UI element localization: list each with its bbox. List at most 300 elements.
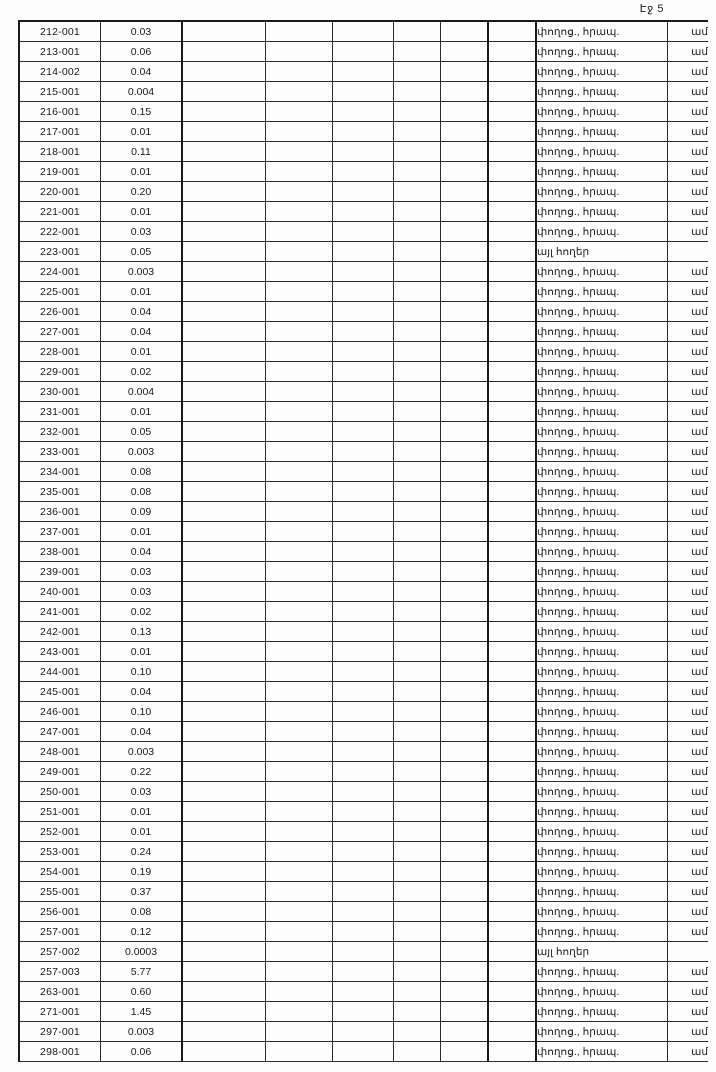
cell-margin-note: ամ (668, 442, 709, 462)
cell-blank-3 (333, 542, 394, 562)
cell-blank-1 (182, 562, 266, 582)
cell-blank-4 (394, 62, 441, 82)
cell-blank-5 (441, 942, 489, 962)
cell-blank-3 (333, 402, 394, 422)
cell-land-type: փողոց., հրապ. (536, 82, 668, 102)
table-row (19, 422, 708, 442)
cell-blank-4 (394, 282, 441, 302)
cell-parcel-code: 263-001 (19, 982, 101, 1002)
cell-area-value: 0.37 (101, 882, 183, 902)
cell-blank-1 (182, 722, 266, 742)
cell-blank-1 (182, 242, 266, 262)
table-row (19, 322, 708, 342)
cell-parcel-code: 227-001 (19, 322, 101, 342)
cell-blank-1 (182, 82, 266, 102)
cell-blank-1 (182, 742, 266, 762)
cell-blank-2 (266, 202, 333, 222)
cell-land-type: փողոց., հրապ. (536, 382, 668, 402)
cell-margin-note: ամ (668, 422, 709, 442)
cell-blank-5 (441, 162, 489, 182)
cell-margin-note: ամ (668, 462, 709, 482)
cell-margin-note: ամ (668, 302, 709, 322)
cell-blank-2 (266, 382, 333, 402)
cell-area-value: 0.04 (101, 62, 183, 82)
cell-blank-6 (488, 262, 536, 282)
table-row (19, 622, 708, 642)
cell-blank-3 (333, 62, 394, 82)
cell-blank-1 (182, 922, 266, 942)
table-row (19, 522, 708, 542)
table-row (19, 942, 708, 962)
cell-parcel-code: 257-001 (19, 922, 101, 942)
cell-blank-4 (394, 402, 441, 422)
cell-land-type: փողոց., հրապ. (536, 362, 668, 382)
table-row (19, 762, 708, 782)
cell-blank-1 (182, 102, 266, 122)
cell-area-value: 0.09 (101, 502, 183, 522)
cell-land-type: փողոց., հրապ. (536, 742, 668, 762)
cell-parcel-code: 220-001 (19, 182, 101, 202)
cell-margin-note: ամ (668, 62, 709, 82)
table-row (19, 882, 708, 902)
cell-land-type: փողոց., հրապ. (536, 802, 668, 822)
cell-area-value: 0.01 (101, 342, 183, 362)
cell-blank-2 (266, 662, 333, 682)
cell-blank-4 (394, 882, 441, 902)
cell-area-value: 0.19 (101, 862, 183, 882)
cell-blank-5 (441, 422, 489, 442)
cell-blank-1 (182, 842, 266, 862)
cell-blank-2 (266, 402, 333, 422)
cell-parcel-code: 224-001 (19, 262, 101, 282)
cell-blank-3 (333, 622, 394, 642)
cell-land-type: փողոց., հրապ. (536, 202, 668, 222)
cell-blank-1 (182, 762, 266, 782)
cell-blank-5 (441, 222, 489, 242)
cell-margin-note: ամ (668, 362, 709, 382)
cell-margin-note: ամ (668, 502, 709, 522)
cell-blank-4 (394, 1002, 441, 1022)
cell-land-type: փողոց., հրապ. (536, 502, 668, 522)
cell-blank-1 (182, 422, 266, 442)
cell-parcel-code: 216-001 (19, 102, 101, 122)
cell-margin-note: ամ (668, 802, 709, 822)
cell-land-type: փողոց., հրապ. (536, 182, 668, 202)
cell-area-value: 0.10 (101, 662, 183, 682)
cell-blank-5 (441, 102, 489, 122)
cell-margin-note: ամ (668, 21, 709, 42)
cell-land-type: փողոց., հրապ. (536, 1022, 668, 1042)
cell-area-value: 0.004 (101, 82, 183, 102)
cell-blank-4 (394, 1022, 441, 1042)
cell-area-value: 0.003 (101, 442, 183, 462)
cell-land-type: փողոց., հրապ. (536, 662, 668, 682)
cell-area-value: 0.15 (101, 102, 183, 122)
table-row (19, 702, 708, 722)
cell-blank-5 (441, 1022, 489, 1042)
cell-blank-2 (266, 722, 333, 742)
cell-area-value: 0.02 (101, 362, 183, 382)
cell-blank-6 (488, 482, 536, 502)
cell-blank-2 (266, 522, 333, 542)
cell-blank-5 (441, 21, 489, 42)
cell-blank-5 (441, 822, 489, 842)
cell-parcel-code: 249-001 (19, 762, 101, 782)
cell-parcel-code: 297-001 (19, 1022, 101, 1042)
cell-blank-4 (394, 242, 441, 262)
cell-blank-3 (333, 942, 394, 962)
cell-blank-3 (333, 782, 394, 802)
cell-blank-1 (182, 902, 266, 922)
cell-blank-5 (441, 502, 489, 522)
cell-parcel-code: 213-001 (19, 42, 101, 62)
cell-land-type: փողոց., հրապ. (536, 702, 668, 722)
cell-margin-note: ամ (668, 82, 709, 102)
cell-land-type: փողոց., հրապ. (536, 302, 668, 322)
cell-blank-6 (488, 82, 536, 102)
cell-land-type: այլ հողեր (536, 942, 668, 962)
cell-land-type: փողոց., հրապ. (536, 462, 668, 482)
cell-blank-6 (488, 402, 536, 422)
cell-blank-3 (333, 842, 394, 862)
cell-blank-4 (394, 682, 441, 702)
cell-blank-2 (266, 562, 333, 582)
cell-blank-5 (441, 1042, 489, 1062)
cell-margin-note: ամ (668, 762, 709, 782)
cell-area-value: 0.02 (101, 602, 183, 622)
cell-blank-2 (266, 682, 333, 702)
cell-area-value: 1.45 (101, 1002, 183, 1022)
cell-area-value: 0.04 (101, 542, 183, 562)
table-body (19, 21, 708, 1062)
cell-parcel-code: 257-002 (19, 942, 101, 962)
cell-area-value: 0.08 (101, 902, 183, 922)
cell-blank-3 (333, 682, 394, 702)
table-row (19, 342, 708, 362)
cell-land-type: փողոց., հրապ. (536, 1002, 668, 1022)
cell-area-value: 0.11 (101, 142, 183, 162)
cell-blank-5 (441, 462, 489, 482)
cell-land-type: փողոց., հրապ. (536, 482, 668, 502)
cell-parcel-code: 253-001 (19, 842, 101, 862)
cell-blank-4 (394, 1042, 441, 1062)
cell-blank-5 (441, 122, 489, 142)
cell-blank-6 (488, 21, 536, 42)
cell-area-value: 0.03 (101, 21, 183, 42)
cell-blank-1 (182, 522, 266, 542)
cell-blank-3 (333, 982, 394, 1002)
cell-blank-6 (488, 982, 536, 1002)
table-row (19, 202, 708, 222)
cell-blank-2 (266, 21, 333, 42)
cell-parcel-code: 245-001 (19, 682, 101, 702)
cell-blank-4 (394, 842, 441, 862)
cell-blank-2 (266, 342, 333, 362)
cell-blank-6 (488, 302, 536, 322)
cell-area-value: 0.12 (101, 922, 183, 942)
cell-blank-6 (488, 722, 536, 742)
cell-blank-6 (488, 822, 536, 842)
cell-blank-5 (441, 922, 489, 942)
cell-blank-5 (441, 442, 489, 462)
cell-area-value: 0.04 (101, 722, 183, 742)
cell-area-value: 0.06 (101, 42, 183, 62)
cell-blank-1 (182, 662, 266, 682)
cell-blank-3 (333, 1002, 394, 1022)
cell-blank-1 (182, 222, 266, 242)
cell-blank-5 (441, 242, 489, 262)
cell-blank-2 (266, 222, 333, 242)
cell-blank-2 (266, 322, 333, 342)
cell-land-type: փողոց., հրապ. (536, 542, 668, 562)
cell-blank-1 (182, 402, 266, 422)
cell-blank-6 (488, 122, 536, 142)
cell-blank-3 (333, 662, 394, 682)
cell-land-type: այլ հողեր (536, 242, 668, 262)
cell-blank-5 (441, 282, 489, 302)
cell-margin-note: ամ (668, 382, 709, 402)
cell-blank-5 (441, 682, 489, 702)
cell-parcel-code: 237-001 (19, 522, 101, 542)
table-row (19, 122, 708, 142)
cell-blank-1 (182, 442, 266, 462)
cell-blank-4 (394, 182, 441, 202)
cell-land-type: փողոց., հրապ. (536, 342, 668, 362)
cell-margin-note: ամ (668, 262, 709, 282)
cell-blank-5 (441, 362, 489, 382)
table-row (19, 922, 708, 942)
cell-blank-1 (182, 342, 266, 362)
cell-blank-4 (394, 502, 441, 522)
cell-land-type: փողոց., հրապ. (536, 62, 668, 82)
cell-blank-4 (394, 822, 441, 842)
cell-land-type: փողոց., հրապ. (536, 442, 668, 462)
cell-margin-note: ամ (668, 882, 709, 902)
cell-blank-3 (333, 1042, 394, 1062)
cell-blank-3 (333, 21, 394, 42)
cell-blank-3 (333, 182, 394, 202)
cell-blank-6 (488, 1042, 536, 1062)
cell-blank-6 (488, 742, 536, 762)
cell-blank-5 (441, 782, 489, 802)
cell-blank-4 (394, 422, 441, 442)
cell-parcel-code: 256-001 (19, 902, 101, 922)
cell-parcel-code: 233-001 (19, 442, 101, 462)
table-row (19, 862, 708, 882)
cell-blank-1 (182, 122, 266, 142)
cell-land-type: փողոց., հրապ. (536, 842, 668, 862)
cell-parcel-code: 218-001 (19, 142, 101, 162)
cell-blank-2 (266, 282, 333, 302)
cell-blank-4 (394, 102, 441, 122)
table-row (19, 502, 708, 522)
cell-blank-4 (394, 902, 441, 922)
cell-area-value: 0.24 (101, 842, 183, 862)
cell-blank-1 (182, 822, 266, 842)
cell-blank-6 (488, 962, 536, 982)
cell-land-type: փողոց., հրապ. (536, 102, 668, 122)
cell-land-type: փողոց., հրապ. (536, 682, 668, 702)
cell-blank-3 (333, 862, 394, 882)
cell-parcel-code: 232-001 (19, 422, 101, 442)
cell-area-value: 0.01 (101, 802, 183, 822)
cell-parcel-code: 244-001 (19, 662, 101, 682)
cell-area-value: 0.003 (101, 262, 183, 282)
cell-land-type: փողոց., հրապ. (536, 642, 668, 662)
cell-margin-note: ամ (668, 202, 709, 222)
table-row (19, 482, 708, 502)
cell-blank-3 (333, 582, 394, 602)
cell-blank-2 (266, 942, 333, 962)
cell-blank-3 (333, 762, 394, 782)
cell-blank-3 (333, 82, 394, 102)
cell-blank-3 (333, 522, 394, 542)
cell-parcel-code: 243-001 (19, 642, 101, 662)
cell-blank-3 (333, 562, 394, 582)
cell-blank-1 (182, 482, 266, 502)
cell-blank-2 (266, 362, 333, 382)
cell-blank-2 (266, 302, 333, 322)
cell-blank-3 (333, 902, 394, 922)
cell-margin-note (668, 942, 709, 962)
cell-land-type: փողոց., հրապ. (536, 962, 668, 982)
cell-blank-1 (182, 962, 266, 982)
cell-blank-3 (333, 382, 394, 402)
cell-blank-6 (488, 542, 536, 562)
table-row (19, 722, 708, 742)
cell-margin-note: ամ (668, 482, 709, 502)
cell-land-type: փողոց., հրապ. (536, 262, 668, 282)
cell-blank-5 (441, 722, 489, 742)
cell-blank-2 (266, 162, 333, 182)
cell-margin-note: ամ (668, 122, 709, 142)
cell-blank-4 (394, 442, 441, 462)
cell-margin-note: ամ (668, 642, 709, 662)
cell-parcel-code: 241-001 (19, 602, 101, 622)
cell-blank-2 (266, 862, 333, 882)
cell-blank-4 (394, 162, 441, 182)
cell-blank-6 (488, 782, 536, 802)
cell-blank-1 (182, 182, 266, 202)
cell-area-value: 0.06 (101, 1042, 183, 1062)
cell-land-type: փողոց., հրապ. (536, 602, 668, 622)
cell-land-type: փողոց., հրապ. (536, 522, 668, 542)
cell-blank-3 (333, 442, 394, 462)
cell-blank-3 (333, 722, 394, 742)
cell-margin-note: ամ (668, 982, 709, 1002)
cell-blank-6 (488, 582, 536, 602)
cell-area-value: 0.08 (101, 462, 183, 482)
table-row (19, 1022, 708, 1042)
table-row (19, 21, 708, 42)
cell-blank-5 (441, 482, 489, 502)
cell-blank-5 (441, 702, 489, 722)
table-row (19, 302, 708, 322)
cell-blank-6 (488, 242, 536, 262)
cell-land-type: փողոց., հրապ. (536, 822, 668, 842)
cell-blank-2 (266, 602, 333, 622)
cell-blank-2 (266, 262, 333, 282)
cell-blank-2 (266, 542, 333, 562)
cell-blank-6 (488, 342, 536, 362)
cell-parcel-code: 222-001 (19, 222, 101, 242)
cell-blank-1 (182, 642, 266, 662)
table-row (19, 742, 708, 762)
cell-blank-4 (394, 122, 441, 142)
cell-parcel-code: 225-001 (19, 282, 101, 302)
cell-blank-3 (333, 742, 394, 762)
cell-blank-4 (394, 142, 441, 162)
cell-blank-6 (488, 362, 536, 382)
cell-blank-6 (488, 862, 536, 882)
cell-area-value: 0.05 (101, 422, 183, 442)
cell-blank-2 (266, 42, 333, 62)
cell-parcel-code: 226-001 (19, 302, 101, 322)
cell-area-value: 0.01 (101, 402, 183, 422)
cell-blank-1 (182, 602, 266, 622)
cell-blank-1 (182, 382, 266, 402)
cell-blank-2 (266, 482, 333, 502)
cell-blank-5 (441, 142, 489, 162)
cell-blank-1 (182, 502, 266, 522)
cell-margin-note: ամ (668, 162, 709, 182)
cell-land-type: փողոց., հրապ. (536, 562, 668, 582)
table-row (19, 222, 708, 242)
page-number-label: Էջ 5 (639, 3, 664, 15)
cell-area-value: 0.13 (101, 622, 183, 642)
cell-blank-6 (488, 762, 536, 782)
table-row (19, 362, 708, 382)
cell-parcel-code: 254-001 (19, 862, 101, 882)
table-row (19, 142, 708, 162)
cell-blank-2 (266, 902, 333, 922)
cell-blank-1 (182, 62, 266, 82)
cell-blank-5 (441, 862, 489, 882)
cell-land-type: փողոց., հրապ. (536, 622, 668, 642)
table-row (19, 82, 708, 102)
cell-blank-3 (333, 242, 394, 262)
cell-parcel-code: 221-001 (19, 202, 101, 222)
cell-blank-2 (266, 822, 333, 842)
cell-blank-5 (441, 582, 489, 602)
cell-margin-note: ամ (668, 862, 709, 882)
table-row (19, 282, 708, 302)
cell-parcel-code: 239-001 (19, 562, 101, 582)
cell-margin-note: ամ (668, 622, 709, 642)
cell-land-type: փողոց., հրապ. (536, 722, 668, 742)
cell-blank-6 (488, 1022, 536, 1042)
cell-parcel-code: 229-001 (19, 362, 101, 382)
cell-blank-5 (441, 642, 489, 662)
cell-blank-2 (266, 762, 333, 782)
cell-blank-1 (182, 542, 266, 562)
cell-blank-1 (182, 702, 266, 722)
cell-blank-1 (182, 782, 266, 802)
table-row (19, 982, 708, 1002)
cell-blank-6 (488, 922, 536, 942)
cell-blank-2 (266, 702, 333, 722)
cell-land-type: փողոց., հրապ. (536, 1042, 668, 1062)
cell-area-value: 0.01 (101, 122, 183, 142)
cell-blank-4 (394, 202, 441, 222)
cell-blank-5 (441, 382, 489, 402)
cell-area-value: 0.01 (101, 822, 183, 842)
cell-blank-1 (182, 142, 266, 162)
cell-blank-6 (488, 522, 536, 542)
cell-area-value: 0.08 (101, 482, 183, 502)
cell-blank-3 (333, 642, 394, 662)
cell-blank-1 (182, 1042, 266, 1062)
